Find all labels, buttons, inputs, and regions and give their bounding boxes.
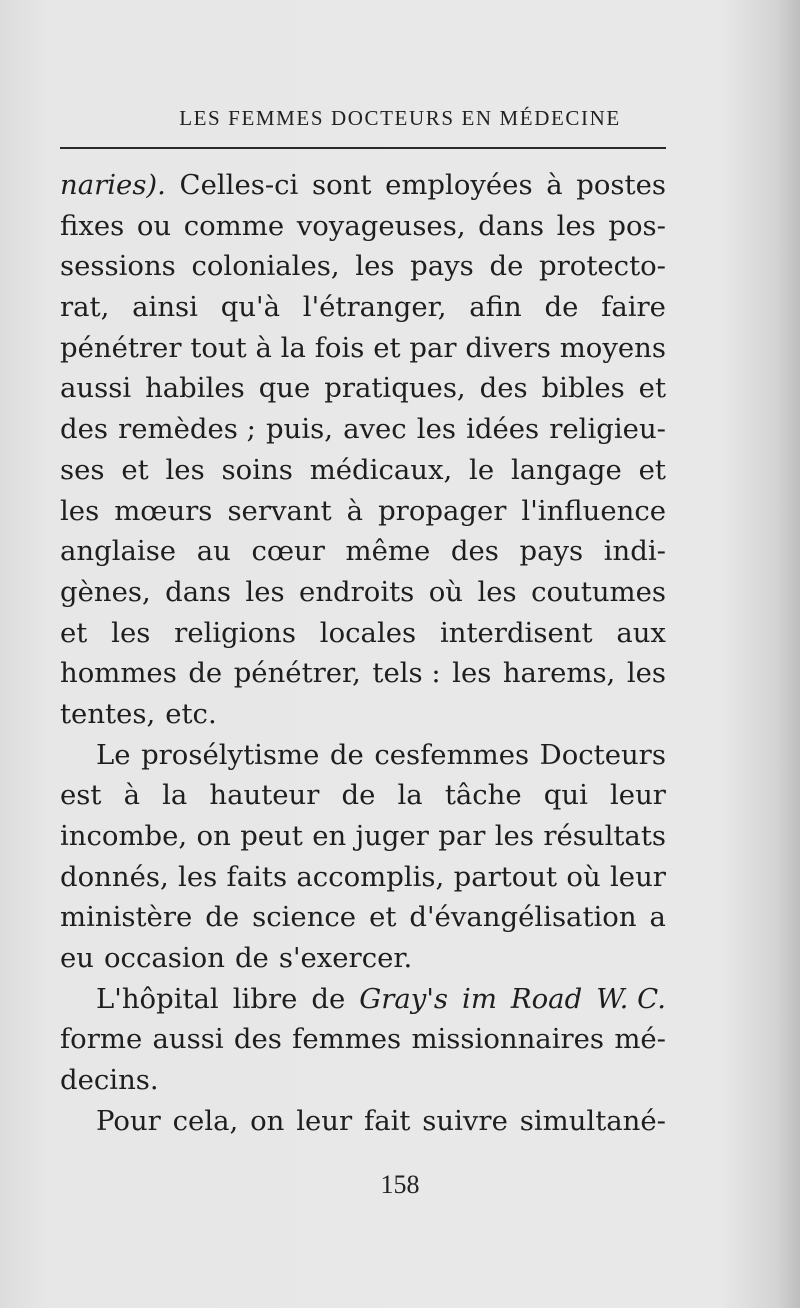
paragraph-2 (60, 735, 666, 979)
running-header: LES FEMMES DOCTEURS EN MÉDECINE (179, 106, 621, 130)
text-line: pénétrer tout à la fois et par divers moyens (60, 331, 666, 364)
text-line: naries). Celles-ci sont employées à postes (60, 165, 666, 206)
italic-word: W. C. (596, 982, 666, 1015)
italic-word: im (462, 982, 497, 1015)
text-line: eu occasion de s'exercer. (60, 942, 413, 975)
text-line: Pour cela, on leur fait suivre simultané- (96, 1104, 666, 1137)
text-line: aussi habiles que pratiques, des bibles et (60, 372, 666, 405)
page-number: 158 (380, 1170, 420, 1199)
body-text (60, 165, 666, 1142)
text-line: des remèdes ; puis, avec les idées religieu- (60, 413, 666, 446)
paragraph-4 (60, 1101, 666, 1142)
text-line: decins. (60, 1064, 159, 1097)
paragraph-3 (60, 979, 666, 1101)
text-line: tentes, etc. (60, 697, 217, 730)
text-line: les mœurs servant à propager l'influence (60, 494, 666, 527)
text-line: anglaise au cœur même des pays indi- (60, 535, 666, 568)
text-line: incombe, on peut en juger par les résultats (60, 820, 666, 852)
paragraph-1 (60, 165, 666, 735)
text-line: rat, ainsi qu'à l'étranger, afin de faire (60, 291, 666, 324)
text-line: donnés, les faits accomplis, partout où leur (60, 860, 666, 893)
text-line: ses et les soins médicaux, le langage et (60, 453, 666, 486)
text-line: ministère de science et d'évangélisation a (60, 901, 666, 934)
text-line: gènes, dans les endroits où les coutumes (60, 575, 666, 608)
header-rule (60, 147, 666, 149)
text-line: forme aussi des femmes missionnaires mé- (60, 1023, 666, 1056)
text-line: est à la hauteur de la tâche qui leur (60, 779, 666, 812)
text-line: et les religions locales interdisent aux (60, 616, 666, 649)
text-line: L'hôpital libre de Gray's im Road W. C. (60, 979, 666, 1020)
italic-word: naries). (60, 169, 166, 201)
text-line: Le prosélytisme de cesfemmes Docteurs (96, 738, 666, 771)
italic-word: Road (510, 982, 583, 1015)
italic-word: Gray's (359, 982, 449, 1015)
text-line: hommes de pénétrer, tels : les harems, les (60, 657, 666, 690)
text-line: fixes ou comme voyageuses, dans les pos- (60, 209, 666, 242)
text-line: sessions coloniales, les pays de protecto- (60, 250, 666, 283)
